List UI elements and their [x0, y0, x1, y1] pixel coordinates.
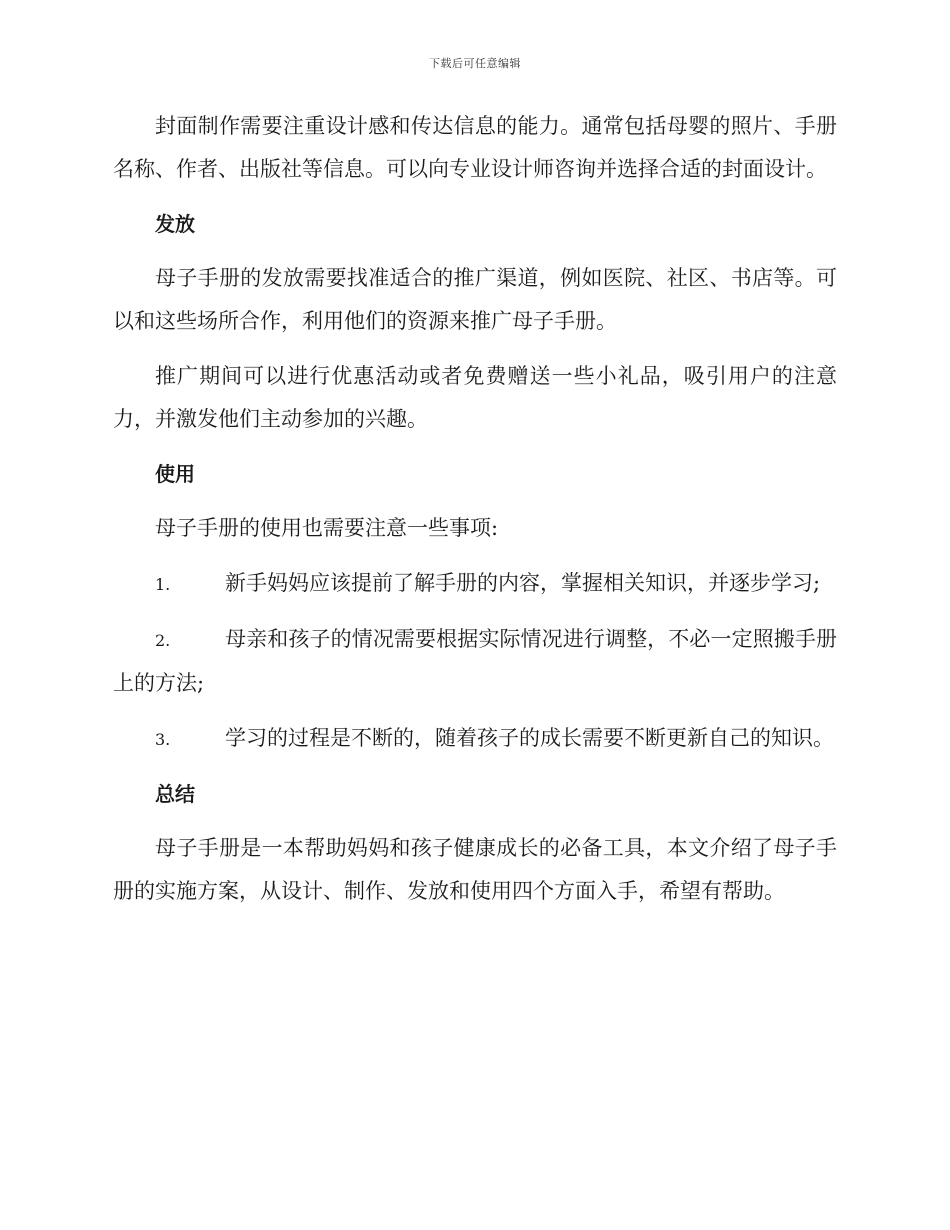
section-heading-distribution: 发放	[155, 212, 195, 236]
document-body	[113, 105, 837, 913]
list-number: 1.	[155, 575, 171, 594]
cover-paragraph: 封面制作需要注重设计感和传达信息的能力。通常包括母婴的照片、手册名称、作者、出版社等信息。可以向专业设计师咨询并选择合适的封面设计。	[113, 114, 837, 181]
list-item	[113, 562, 837, 606]
section-heading-summary: 总结	[155, 782, 195, 806]
list-item	[113, 618, 837, 705]
section-heading-usage: 使用	[155, 462, 195, 486]
distribution-paragraph-2: 推广期间可以进行优惠活动或者免费赠送一些小礼品，吸引用户的注意力，并激发他们主动参加的兴趣。	[113, 364, 837, 431]
distribution-paragraph-1: 母子手册的发放需要找准适合的推广渠道，例如医院、社区、书店等。可以和这些场所合作，利用他们的资源来推广母子手册。	[113, 266, 837, 333]
list-number: 2.	[155, 631, 171, 650]
list-item	[113, 717, 837, 761]
summary-paragraph: 母子手册是一本帮助妈妈和孩子健康成长的必备工具，本文介绍了母子手册的实施方案，从设计、制作、发放和使用四个方面入手，希望有帮助。	[113, 836, 837, 903]
list-number: 3.	[155, 730, 171, 749]
usage-intro: 母子手册的使用也需要注意一些事项:	[155, 516, 499, 540]
list-text: 新手妈妈应该提前了解手册的内容，掌握相关知识，并逐步学习;	[225, 571, 821, 595]
page-header: 下载后可任意编辑	[429, 57, 521, 70]
list-text: 学习的过程是不断的，随着孩子的成长需要不断更新自己的知识。	[225, 726, 834, 750]
list-text: 母亲和孩子的情况需要根据实际情况进行调整，不必一定照搬手册上的方法;	[113, 627, 837, 695]
